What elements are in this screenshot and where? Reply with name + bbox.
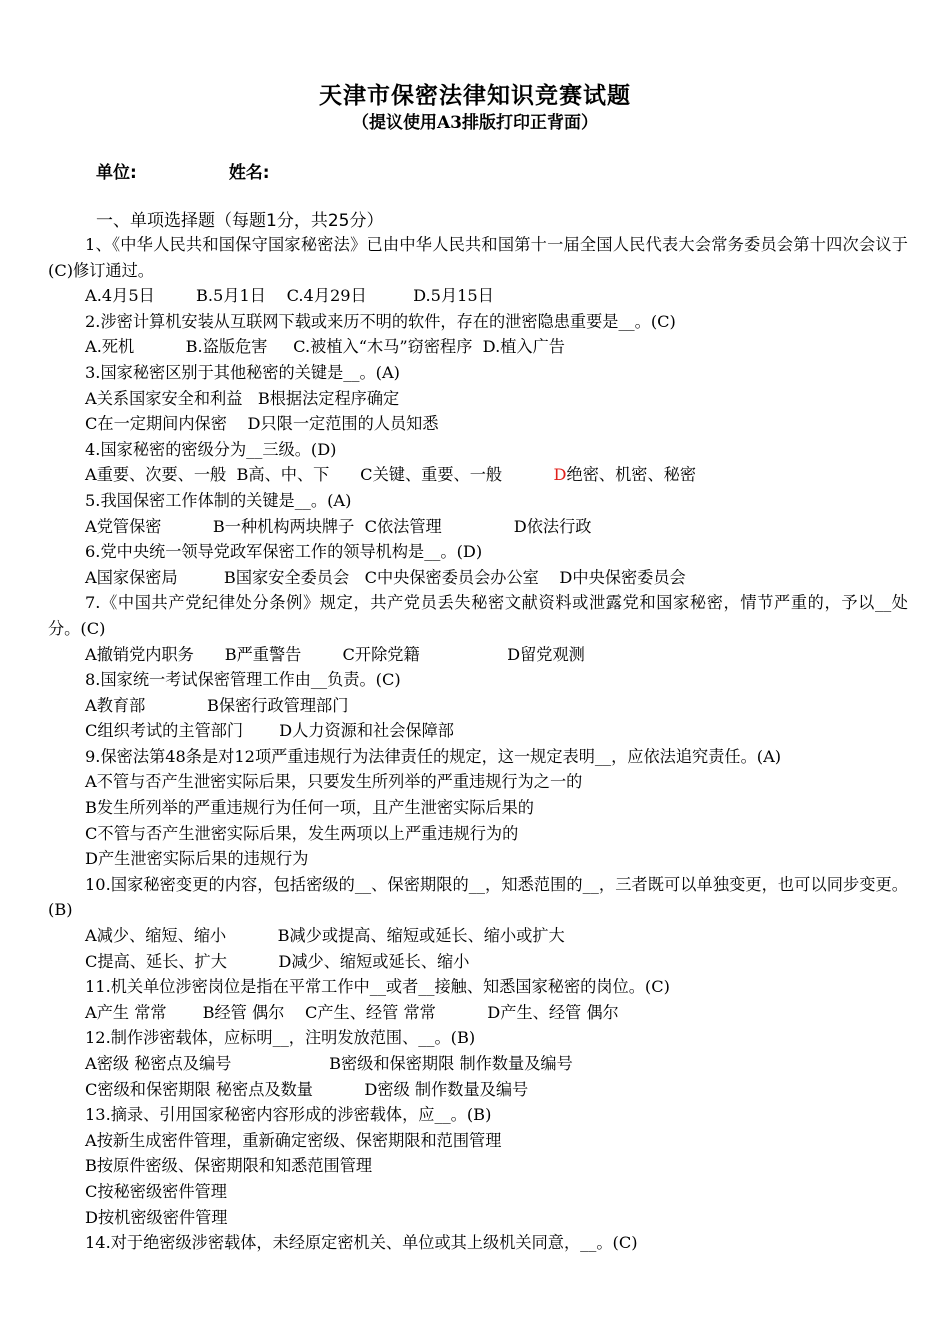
question-options: D产生泄密实际后果的违规行为 xyxy=(85,849,309,869)
question-stem: 11.机关单位涉密岗位是指在平常工作中__或者__接触、知悉国家秘密的岗位。(C) xyxy=(85,977,670,997)
question-stem: 1、《中华人民共和国保守国家秘密法》已由中华人民共和国第十一届全国人民代表大会常务委员会第十四次会议于(C)修订通过。 xyxy=(48,235,908,280)
unit-label: 单位: xyxy=(96,163,137,183)
options-text: A重要、次要、一般 B高、中、下 C关键、重要、一般 xyxy=(85,465,554,485)
question-options: A.死机 B.盗版危害 C.被植入“木马”窃密程序 D.植入广告 xyxy=(85,337,565,357)
question-stem: 14.对于绝密级涉密载体，未经原定密机关、单位或其上级机关同意，__。(C) xyxy=(85,1233,638,1253)
question-stem: 5.我国保密工作体制的关键是__。(A) xyxy=(85,490,352,510)
question-options: C在一定期间内保密 D只限一定范围的人员知悉 xyxy=(85,414,439,434)
question-stem: 8.国家统一考试保密管理工作由__负责。(C) xyxy=(85,670,401,690)
question-options: A关系国家安全和利益 B根据法定程序确定 xyxy=(85,388,400,408)
question-options xyxy=(48,462,908,488)
section-heading: 一、单项选择题（每题1分，共25分） xyxy=(96,211,384,231)
options-text: 绝密、机密、秘密 xyxy=(566,465,697,485)
question-options: C按秘密级密件管理 xyxy=(85,1181,227,1201)
document-title: 天津市保密法律知识竞赛试题 xyxy=(319,83,631,109)
question-stem: 7.《中国共产党纪律处分条例》规定，共产党员丢失秘密文献资料或泄露党和国家秘密，情节严重的，予以__处分。(C) xyxy=(48,593,908,638)
question-options: B发生所列举的严重违规行为任何一项，且产生泄密实际后果的 xyxy=(85,798,534,818)
question-list xyxy=(48,232,908,1256)
question-stem: 3.国家秘密区别于其他秘密的关键是__。(A) xyxy=(85,362,400,382)
question-options: C不管与否产生泄密实际后果，发生两项以上严重违规行为的 xyxy=(85,823,519,843)
question-options: A减少、缩短、缩小 B减少或提高、缩短或延长、缩小或扩大 xyxy=(85,926,565,946)
question-options: C提高、延长、扩大 D减少、缩短或延长、缩小 xyxy=(85,951,470,971)
question-stem: 2.涉密计算机安装从互联网下载或来历不明的软件，存在的泄密隐患重要是__。(C) xyxy=(85,311,676,331)
question-options: D按机密级密件管理 xyxy=(85,1207,228,1227)
question-options: A国家保密局 B国家安全委员会 C中央保密委员会办公室 D中央保密委员会 xyxy=(85,567,686,587)
question-stem: 13.摘录、引用国家秘密内容形成的涉密载体，应__。(B) xyxy=(85,1105,492,1125)
question-options: C组织考试的主管部门 D人力资源和社会保障部 xyxy=(85,721,454,741)
name-label: 姓名: xyxy=(228,163,270,183)
question-stem: 10.国家秘密变更的内容，包括密级的__、保密期限的__，知悉范围的__，三者既可以单独变更，也可以同步变更。(B) xyxy=(48,874,908,920)
question-options: A按新生成密件管理，重新确定密级、保密期限和范围管理 xyxy=(85,1130,502,1150)
question-options: A产生 常常 B经管 偶尔 C产生、经管 常常 D产生、经管 偶尔 xyxy=(85,1002,619,1022)
question-options: A不管与否产生泄密实际后果，只要发生所列举的严重违规行为之一的 xyxy=(85,772,583,792)
question-stem: 9.保密法第48条是对12项严重违规行为法律责任的规定，这一规定表明__，应依法追究责任。(A) xyxy=(85,746,782,766)
respondent-info-line xyxy=(96,158,270,183)
question-options: A.4月5日 B.5月1日 C.4月29日 D.5月15日 xyxy=(85,286,494,306)
question-stem: 4.国家秘密的密级分为__三级。(D) xyxy=(85,439,337,459)
question-options: A密级 秘密点及编号 B密级和保密期限 制作数量及编号 xyxy=(85,1054,573,1073)
highlighted-answer-letter: D xyxy=(553,465,567,485)
question-options: A撤销党内职务 B严重警告 C开除党籍 D留党观测 xyxy=(85,644,585,664)
question-stem: 12.制作涉密载体，应标明__，注明发放范围、__。(B) xyxy=(85,1028,476,1048)
question-options: B按原件密级、保密期限和知悉范围管理 xyxy=(85,1156,373,1176)
question-options: A党管保密 B一种机构两块牌子 C依法管理 D依法行政 xyxy=(85,516,592,536)
question-options: C密级和保密期限 秘密点及数量 D密级 制作数量及编号 xyxy=(85,1079,529,1099)
question-options: A教育部 B保密行政管理部门 xyxy=(85,695,349,715)
document-subtitle: （提议使用A3排版打印正背面） xyxy=(351,113,599,133)
question-stem: 6.党中央统一领导党政军保密工作的领导机构是__。(D) xyxy=(85,542,483,562)
